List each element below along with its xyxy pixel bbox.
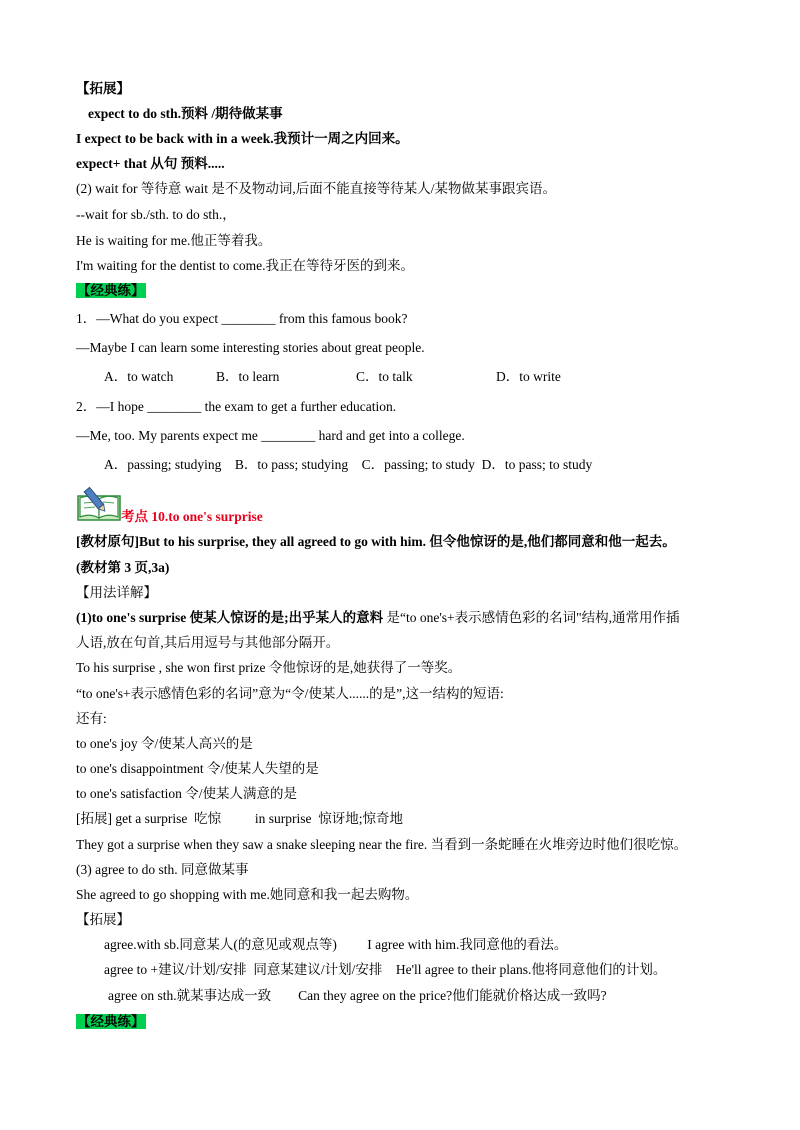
expect-example: I expect to be back with in a week.我预计一周之内回来。: [76, 131, 409, 146]
wait-example-1: He is waiting for me.他正等着我。: [76, 233, 272, 248]
highlight-label-2: 【经典练】: [77, 1014, 145, 1029]
usage-1: [76, 609, 680, 627]
highlight-label: 【经典练】: [77, 283, 145, 298]
textbook-source: (教材第 3 页,3a): [76, 560, 170, 575]
exercise-heading-1: [76, 282, 146, 300]
question-2: 2．—I hope ________ the exam to get a further education.: [76, 399, 397, 414]
phrase-disappointment: to one's disappointment 令/使某人失望的是: [76, 761, 319, 776]
option-a: A．to watch: [104, 369, 174, 384]
question-2-reply: —Me, too. My parents expect me ________ hard and get into a college.: [76, 428, 465, 443]
expect-phrase: expect to do sth.预料 /期待做某事: [88, 106, 283, 121]
question-1-reply: —Maybe I can learn some interesting stories about great people.: [76, 340, 425, 355]
question-1: 1．—What do you expect ________ from this famous book?: [76, 311, 408, 326]
question-1-options: [104, 368, 561, 386]
book-pencil-icon: [76, 482, 122, 522]
heading-tuozhan: 【拓展】: [76, 81, 130, 96]
usage-1-cont: 人语,放在句首,其后用逗号与其他部分隔开。: [76, 635, 340, 650]
phrase-satisfaction: to one's satisfaction 令/使某人满意的是: [76, 786, 298, 801]
expect-that-clause: expect+ that 从句 预料.....: [76, 156, 225, 171]
extension-surprise: [拓展] get a surprise 吃惊 in surprise 惊讶地;惊奇地: [76, 811, 403, 826]
example-surprise: To his surprise , she won first prize 令他惊讶的是,她获得了一等奖。: [76, 660, 462, 675]
example-snake: They got a surprise when they saw a snake sleeping near the fire. 当看到一条蛇睡在火堆旁边时他们很吃惊。: [76, 837, 688, 852]
agree-with: agree.with sb.同意某人(的意见或观点等) I agree with him.我同意他的看法。: [104, 937, 568, 952]
usage-heading: 【用法详解】: [76, 585, 157, 600]
question-2-options: A．passing; studying B．to pass; studying C．passing; to study D．to pass; to study: [104, 457, 593, 472]
usage-1-desc: 是“to one's+表示感情色彩的名词"结构,通常用作插: [383, 610, 680, 625]
usage-3: (3) agree to do sth. 同意做某事: [76, 862, 249, 877]
structure-note: “to one's+表示感情色彩的名词”意为“令/使某人......的是”,这一结构的短语:: [76, 686, 504, 701]
option-c: C．to talk: [356, 369, 413, 384]
wait-example-2: I'm waiting for the dentist to come.我正在等待牙医的到来。: [76, 258, 415, 273]
phrase-joy: to one's joy 令/使某人高兴的是: [76, 736, 253, 751]
kaodian-title: 考点 10.to one's surprise: [121, 509, 263, 524]
example-shopping: She agreed to go shopping with me.她同意和我一起去购物。: [76, 887, 419, 902]
also-label: 还有:: [76, 711, 107, 726]
wait-for-pattern: --wait for sb./sth. to do sth.，: [76, 207, 236, 222]
agree-on: agree on sth.就某事达成一致 Can they agree on the price?他们能就价格达成一致吗?: [108, 988, 607, 1003]
wait-for-explanation: (2) wait for 等待意 wait 是不及物动词,后面不能直接等待某人/某物做某事跟宾语。: [76, 181, 556, 196]
usage-1-term: (1)to one's surprise 使某人惊讶的是;出乎某人的意料: [76, 610, 384, 625]
exercise-heading-2: [76, 1013, 146, 1031]
textbook-sentence: [教材原句]But to his surprise, they all agreed to go with him. 但令他惊讶的是,他们都同意和他一起去。: [76, 534, 676, 549]
agree-to: agree to +建议/计划/安排 同意某建议/计划/安排 He'll agree to their plans.他将同意他们的计划。: [104, 962, 667, 977]
option-d: D．to write: [496, 369, 561, 384]
option-b: B．to learn: [216, 369, 280, 384]
heading-tuozhan-2: 【拓展】: [76, 912, 130, 927]
